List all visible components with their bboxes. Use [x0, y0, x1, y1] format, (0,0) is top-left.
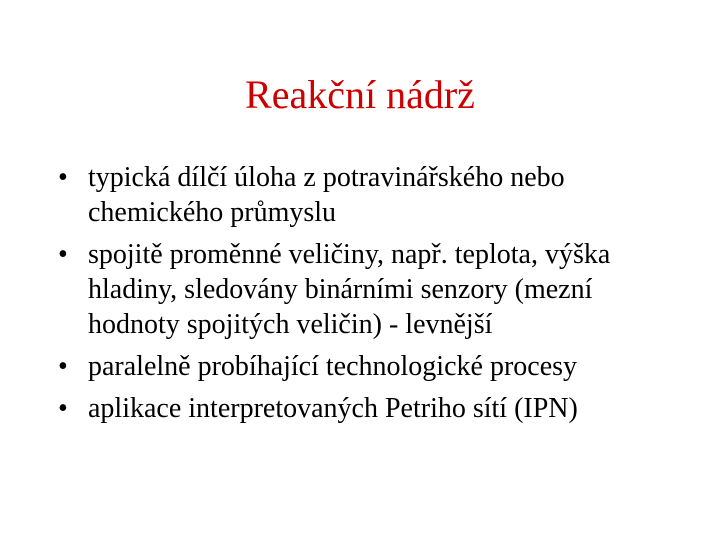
- bullet-item: [58, 391, 688, 426]
- slide-title: Reakční nádrž: [245, 72, 475, 117]
- bullet-item: [58, 349, 688, 384]
- bullet-list: [58, 160, 688, 433]
- bullet-text: aplikace interpretovaných Petriho sítí (IPN): [88, 393, 578, 424]
- bullet-dot-icon: •: [58, 162, 68, 193]
- bullet-dot-icon: •: [58, 351, 68, 382]
- bullet-text: spojitě proměnné veličiny, např. teplota, výška hladiny, sledovány binárními senzory (mezní hodnoty spojitých veličin) - levnější: [88, 239, 611, 340]
- bullet-text: typická dílčí úloha z potravinářského nebo chemického průmyslu: [88, 162, 565, 228]
- bullet-dot-icon: •: [58, 393, 68, 424]
- bullet-text: paralelně probíhající technologické procesy: [88, 351, 578, 382]
- bullet-dot-icon: •: [58, 239, 68, 270]
- bullet-item: [58, 237, 688, 342]
- bullet-item: [58, 160, 688, 230]
